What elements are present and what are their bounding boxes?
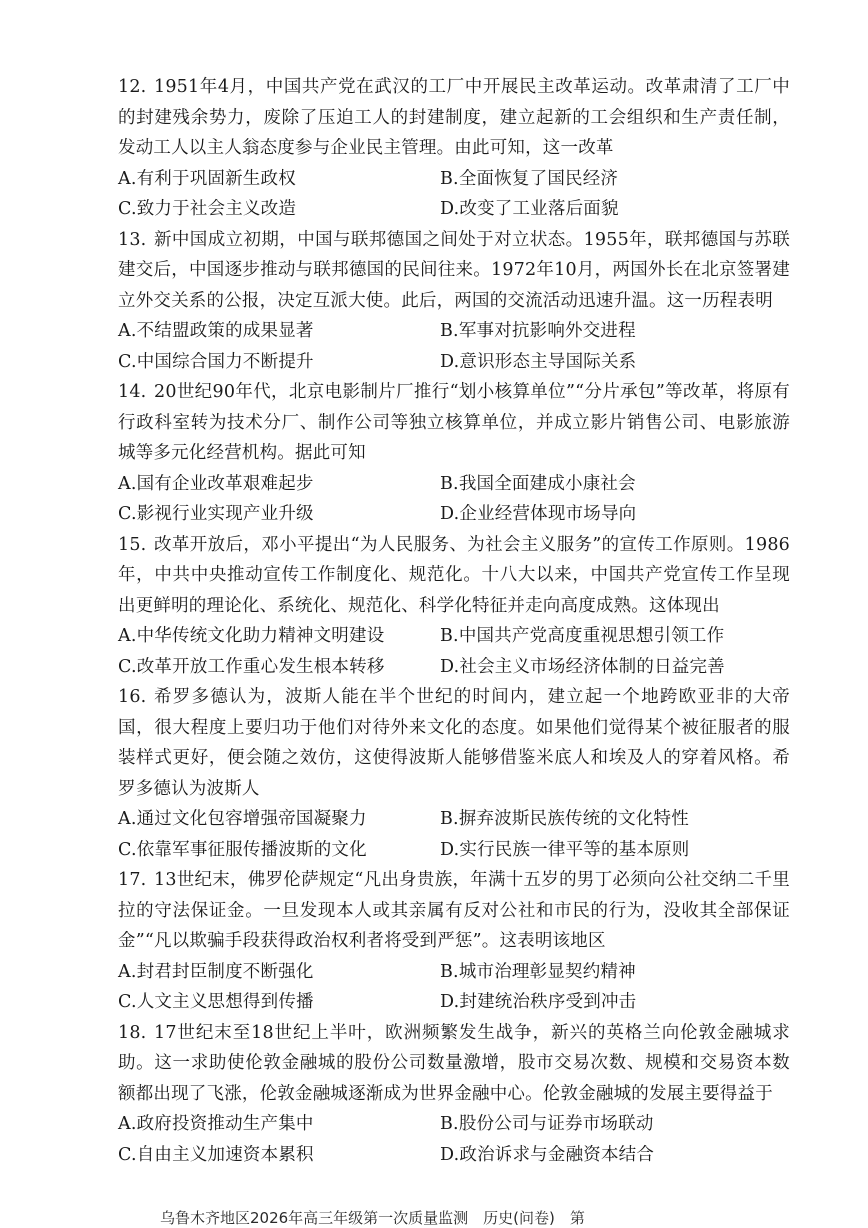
option-a: A.有利于巩固新生政权: [118, 168, 296, 189]
option-c: C.依靠军事征服传播波斯的文化: [118, 839, 367, 860]
option-d: D.企业经营体现市场导向: [440, 504, 637, 524]
question-12: [0, 72, 868, 225]
option-list: [0, 621, 868, 682]
option-b: B.股份公司与证券市场联动: [440, 1114, 654, 1134]
option-a: A.通过文化包容增强帝国凝聚力: [118, 809, 367, 829]
option-b: B.军事对抗影响外交进程: [440, 321, 636, 341]
question-17: [0, 865, 868, 1018]
option-a: A.中华传统文化助力精神文明建设: [118, 626, 385, 646]
option-a: A.不结盟政策的成果显著: [118, 321, 314, 341]
question-18: [0, 1018, 868, 1171]
question-number: 16.: [118, 687, 147, 707]
question-list: [0, 72, 868, 1170]
option-list: [0, 957, 868, 1018]
option-list: [0, 1109, 868, 1170]
question-stem: 17世纪末至18世纪上半叶，欧洲频繁发生战争，新兴的英格兰向伦敦金融城求助。这一求助使伦敦金融城的股份公司数量激增，股市交易次数、规模和交易资本数额都出现了飞涨，伦敦金融城逐渐成为世界金融中心。伦敦金融城的发展主要得益于: [118, 1022, 790, 1104]
option-list: [0, 164, 868, 225]
option-c: C.自由主义加速资本累积: [118, 1144, 314, 1165]
question-number: 15.: [118, 534, 147, 555]
option-list: [0, 804, 868, 865]
option-c: C.中国综合国力不断提升: [118, 351, 314, 372]
question-stem: 1951年4月，中国共产党在武汉的工厂中开展民主改革运动。改革肃清了工厂中的封建残余势力，废除了压迫工人的封建制度，建立起新的工会组织和生产责任制，发动工人以主人翁态度参与企业民主管理。由此可知，这一改革: [118, 77, 790, 158]
question-stem: 13世纪末，佛罗伦萨规定“凡出身贵族，年满十五岁的男丁必须向公社交纳二千里拉的守法保证金。一旦发现本人或其亲属有反对公社和市民的行为，没收其全部保证金”“凡以欺骗手段获得政治权利者将受到严惩”。这表明该地区: [118, 870, 790, 951]
question-stem: 20世纪90年代，北京电影制片厂推行“划小核算单位”“分片承包”等改革，将原有行政科室转为技术分厂、制作公司等独立核算单位，并成立影片销售公司、电影旅游城等多元化经营机构。据此可知: [118, 382, 790, 463]
question-16: [0, 682, 868, 865]
option-list: [0, 469, 868, 530]
option-c: C.改革开放工作重心发生根本转移: [118, 656, 385, 677]
option-b: B.我国全面建成小康社会: [440, 473, 636, 494]
question-stem: 新中国成立初期，中国与联邦德国之间处于对立状态。1955年，联邦德国与苏联建交后，中国逐步推动与联邦德国的民间往来。1972年10月，两国外长在北京签署建立外交关系的公报，决定互派大使。此后，两国的交流活动迅速升温。这一历程表明: [118, 229, 790, 311]
question-number: 18.: [118, 1022, 147, 1043]
option-d: D.意识形态主导国际关系: [440, 351, 637, 372]
question-13: [0, 225, 868, 378]
question-15: [0, 530, 868, 683]
option-c: C.影视行业实现产业升级: [118, 504, 314, 524]
option-a: A.国有企业改革艰难起步: [118, 473, 314, 494]
option-b: B.城市治理彰显契约精神: [440, 961, 636, 982]
question-stem: 改革开放后，邓小平提出“为人民服务、为社会主义服务”的宣传工作原则。1986年，中共中央推动宣传工作制度化、规范化。十八大以来，中国共产党宣传工作呈现出更鲜明的理论化、系统化、规范化、科学化特征并走向高度成熟。这体现出: [118, 534, 790, 616]
option-d: D.改变了工业落后面貌: [440, 199, 619, 219]
question-number: 14.: [118, 382, 147, 402]
option-a: A.政府投资推动生产集中: [118, 1114, 314, 1134]
question-number: 13.: [118, 229, 147, 250]
question-14: [0, 377, 868, 530]
option-c: C.致力于社会主义改造: [118, 199, 297, 219]
option-b: B.中国共产党高度重视思想引领工作: [440, 626, 725, 646]
option-d: D.实行民族一律平等的基本原则: [440, 839, 690, 860]
option-b: B.摒弃波斯民族传统的文化特性: [440, 809, 689, 829]
option-b: B.全面恢复了国民经济: [440, 168, 619, 189]
footer-text: 乌鲁木齐地区2026年高三年级第一次质量监测 历史(问卷) 第: [160, 1209, 585, 1227]
option-list: [0, 316, 868, 377]
option-c: C.人文主义思想得到传播: [118, 992, 314, 1012]
option-d: D.封建统治秩序受到冲击: [440, 992, 637, 1012]
option-d: D.社会主义市场经济体制的日益完善: [440, 656, 725, 677]
option-a: A.封君封臣制度不断强化: [118, 961, 314, 982]
question-number: 12.: [118, 77, 147, 97]
question-stem: 希罗多德认为，波斯人能在半个世纪的时间内，建立起一个地跨欧亚非的大帝国，很大程度上要归功于他们对待外来文化的态度。如果他们觉得某个被征服者的服装样式更好，便会随之效仿，这使得波斯人能够借鉴米底人和埃及人的穿着风格。希罗多德认为波斯人: [118, 687, 790, 799]
option-d: D.政治诉求与金融资本结合: [440, 1144, 655, 1165]
question-number: 17.: [118, 870, 147, 890]
